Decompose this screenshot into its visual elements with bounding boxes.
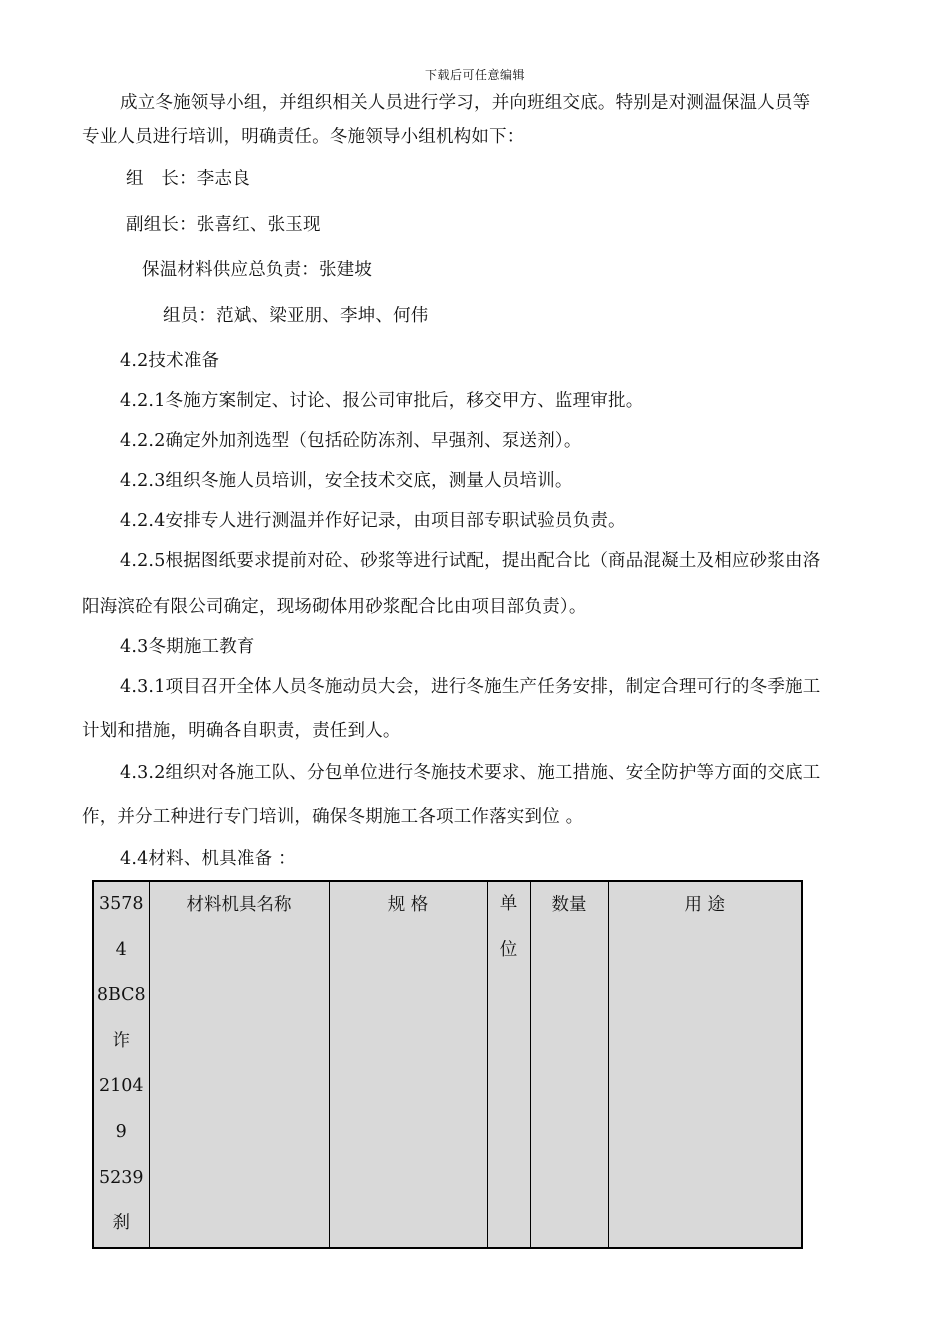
item-4-2-3: 4.2.3组织冬施人员培训，安全技术交底，测量人员培训。 — [120, 471, 573, 491]
item-4-2-5-line2: 阳海滨砼有限公司确定，现场砌体用砂浆配合比由项目部负责）。 — [82, 597, 587, 617]
index-line: 8BC8 — [96, 985, 146, 1006]
header-name — [149, 881, 329, 1248]
table-index-column — [93, 881, 149, 1248]
header-unit — [487, 881, 530, 1248]
header-qty — [530, 881, 608, 1248]
item-4-3-1-line1: 4.3.1项目召开全体人员冬施动员大会，进行冬施生产任务安排，制定合理可行的冬季施工 — [120, 677, 821, 697]
section-4-2-heading: 4.2技术准备 — [120, 351, 220, 371]
material-supply-head: 保温材料供应总负责：张建坡 — [142, 260, 373, 280]
item-4-2-2: 4.2.2确定外加剂选型（包括砼防冻剂、早强剂、泵送剂）。 — [120, 431, 582, 451]
header-use — [608, 881, 802, 1248]
header-qty-text: 数量 — [551, 895, 587, 915]
section-4-3-heading: 4.3冬期施工教育 — [120, 637, 255, 657]
item-4-3-1-line2: 计划和措施，明确各自职责，责任到人。 — [82, 721, 401, 741]
team-members: 组员：范斌、梁亚朋、李坤、何伟 — [163, 306, 429, 326]
team-leader: 组 长：李志良 — [126, 169, 250, 189]
header-spec — [329, 881, 487, 1248]
item-4-3-2-line1: 4.3.2组织对各施工队、分包单位进行冬施技术要求、施工措施、安全防护等方面的交底工 — [120, 763, 821, 783]
page-header: 下载后可任意编辑 — [424, 68, 525, 82]
index-line: 刹 — [112, 1213, 130, 1234]
team-vice-leader: 副组长：张喜红、张玉现 — [126, 215, 321, 235]
item-4-2-5-line1: 4.2.5根据图纸要求提前对砼、砂浆等进行试配，提出配合比（商品混凝土及相应砂浆由洛 — [120, 551, 821, 571]
index-line: 2104 — [98, 1076, 144, 1097]
index-line: 5239 — [98, 1167, 144, 1188]
header-use-text: 用 途 — [684, 895, 726, 915]
index-line: 9 — [115, 1121, 127, 1142]
header-unit-line2: 位 — [499, 939, 518, 960]
paragraph-intro-line1: 成立冬施领导小组，并组织相关人员进行学习，并向班组交底。特别是对测温保温人员等 — [120, 93, 811, 113]
index-line: 诈 — [112, 1030, 130, 1051]
paragraph-intro-line2: 专业人员进行培训，明确责任。冬施领导小组机构如下： — [82, 127, 525, 147]
item-4-2-1: 4.2.1冬施方案制定、讨论、报公司审批后，移交甲方、监理审批。 — [120, 391, 644, 411]
header-name-text: 材料机具名称 — [186, 895, 292, 915]
materials-table — [92, 880, 803, 1249]
index-line: 3578 — [98, 894, 144, 914]
item-4-3-2-line2: 作，并分工种进行专门培训，确保冬期施工各项工作落实到位 。 — [82, 807, 584, 827]
table-row — [93, 881, 802, 1248]
header-spec-text: 规 格 — [387, 895, 429, 915]
section-4-4-heading: 4.4材料、机具准备 ： — [120, 849, 296, 869]
header-unit-line1: 单 — [499, 894, 518, 914]
index-line: 4 — [115, 939, 127, 960]
item-4-2-4: 4.2.4安排专人进行测温并作好记录，由项目部专职试验员负责。 — [120, 511, 626, 531]
